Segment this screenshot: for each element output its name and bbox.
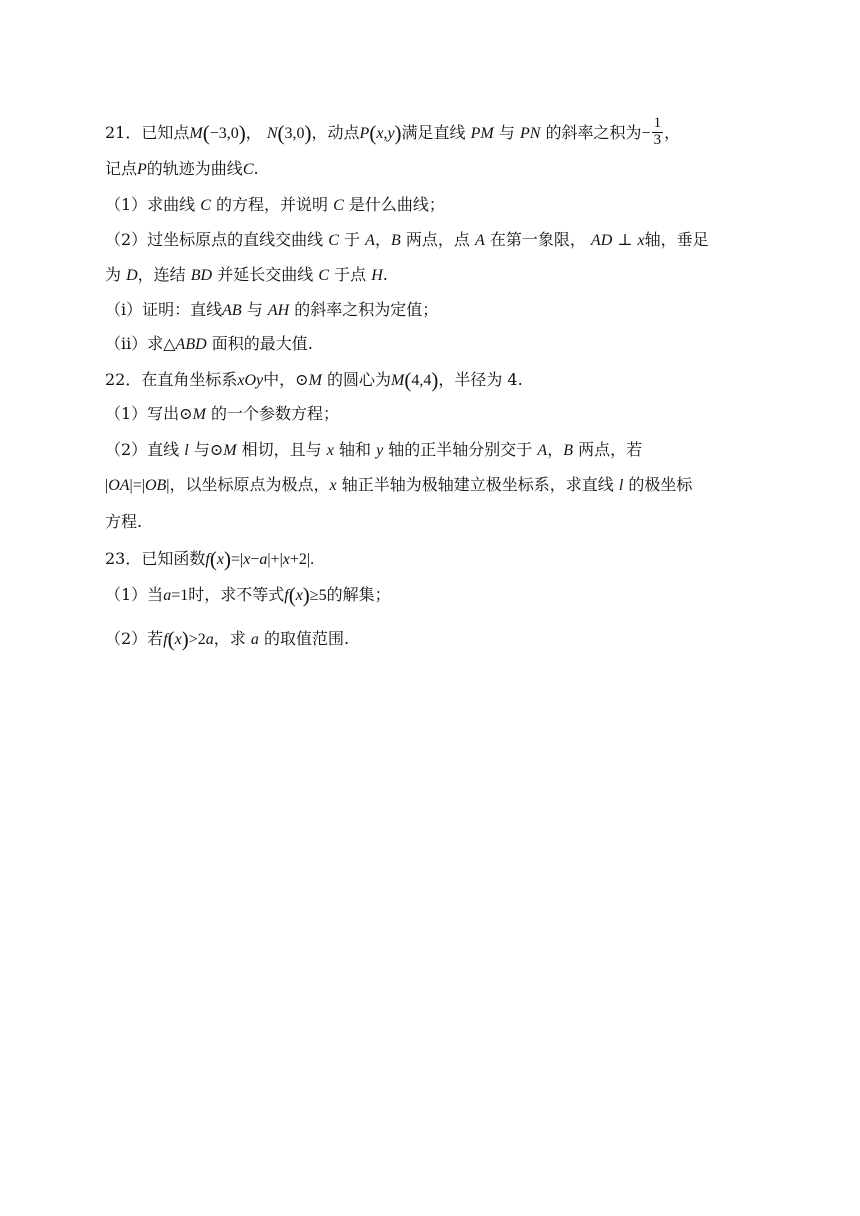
q22-part2-text: 两点，若 [578,440,643,459]
q23-part-1 [105,585,391,606]
paren-open: ( [209,547,217,571]
q21-part1-text: 是什么曲线； [348,195,445,214]
paren-close: ) [238,120,246,145]
q21-part-1 [105,197,445,214]
q21-part1-text: （1）求曲线 [105,195,196,214]
math-y: y [387,124,395,142]
q21-part2-text: ，连结 [137,265,186,284]
math-H: H [371,267,383,284]
q23-part1-text: 的解集； [326,585,391,604]
q23-part2-text: 的取值范围. [263,629,350,648]
math-5: 5 [318,587,327,604]
q22-part-2-line-2 [105,477,692,494]
q21-part2-text: ， [374,230,391,249]
q21-part-2-i [105,302,438,319]
abs-bar: | [166,477,170,494]
q21-text: 的轨迹为曲线 [146,159,243,178]
q21-text: 记点 [105,159,138,178]
q21-text: ， [664,122,681,142]
abs-bar: | [279,551,283,568]
paren-open: ( [202,120,210,145]
math-M: M [308,372,322,389]
q22-part2-text: 的极坐标 [628,475,693,494]
paren-close: ) [431,368,439,392]
q21-i-text: 的斜率之积为定值； [294,300,439,319]
coord-M: −3,0 [209,124,239,142]
math-a: a [163,587,172,604]
q22-part2-text: ， [547,440,564,459]
q21-part1-text: 的方程，并说明 [216,195,329,214]
minus-sign: − [250,551,260,568]
math-A: A [537,442,548,459]
math-C: C [328,232,339,249]
math-x: x [329,477,337,494]
q23-part1-text: （1）当 [105,585,164,604]
q23-part2-text: （2）若 [105,629,164,648]
q22-part1-text: 的一个参数方程； [211,404,340,423]
q22-text: 的圆心为 [327,370,392,389]
math-PN: PN [519,124,541,142]
abs-bar: | [267,551,271,568]
q22-part-2-line-1 [105,442,642,459]
q22-number: 22． [105,370,142,389]
math-f: f [205,551,210,568]
q21-text: ， [245,122,262,142]
ge-sign: ≥ [309,587,319,604]
paren-open: ( [277,120,285,145]
q21-part2-text: 于点 [334,265,367,284]
equals-sign: = [230,551,240,568]
q21-ii-text: （ii）求△ [105,334,176,353]
q21-text: . [253,159,259,178]
q22-part1-text: （1）写出⊙ [105,404,193,423]
plus-sign: + [270,551,280,568]
equals-sign: = [132,477,142,494]
q21-text: 的斜率之积为 [545,122,642,142]
math-OB: OB [144,477,167,494]
q21-part2-text: . [382,265,388,284]
math-l: l [184,442,189,459]
math-x: x [376,124,384,142]
math-B: B [563,442,573,459]
math-BD: BD [190,267,213,284]
q21-text: ，动点 [311,122,360,142]
q22-part2-text: 与⊙ [193,440,224,459]
math-C: C [318,267,329,284]
math-x: x [174,631,182,648]
q21-text: 已知点 [141,122,190,142]
q22-stem [105,370,523,391]
q23-part2-text: ，求 [213,629,246,648]
perpendicular-symbol: ⊥ [617,232,633,249]
math-C: C [200,197,211,214]
q23-part1-text: 时，求不等式 [188,585,285,604]
paren-open: ( [369,120,377,145]
math-ABD: ABD [175,336,207,353]
q21-number: 21． [105,122,142,142]
q21-part-2-line-1 [105,232,709,249]
abs-bar: | [105,477,109,494]
abs-bar: | [141,477,145,494]
q22-part2-text: 轴正半轴为极轴建立极坐标系，求直线 [341,475,614,494]
q23-part-2 [105,629,349,650]
math-OA: OA [108,477,130,494]
fraction-denominator: 3 [653,131,662,148]
paren-open: ( [404,368,412,392]
fraction [652,116,664,149]
q21-part-2-line-2 [105,267,388,284]
math-x: x [637,232,645,249]
q22-part2-text: 方程. [105,512,143,531]
q21-part2-text: 并延长交曲线 [217,265,314,284]
abs-bar: | [239,551,244,568]
paren-open: ( [288,583,296,607]
math-M: M [391,372,405,389]
math-a: a [259,551,268,568]
q21-part-2-ii [105,336,313,353]
comma: , [383,124,388,142]
math-2: 2 [197,631,206,648]
q21-part2-text: 为 [105,265,122,284]
q23-text: 已知函数 [141,549,206,568]
math-A: A [474,232,485,249]
math-x: x [326,442,334,459]
q22-text: 在直角坐标系 [141,370,238,389]
q21-i-text: （i）证明：直线 [105,300,223,319]
math-M: M [189,124,203,142]
math-C: C [242,161,254,178]
q21-part2-text: （2）过坐标原点的直线交曲线 [105,230,324,249]
q21-part2-text: 两点，点 [405,230,470,249]
gt-sign: > [188,631,198,648]
plus-sign: + [289,551,299,568]
q21-ii-text: 面积的最大值. [211,334,313,353]
math-xOy: xOy [237,372,264,389]
math-AH: AH [267,302,290,319]
math-M: M [223,442,237,459]
math-f: f [284,587,289,604]
paren-close: ) [181,627,189,651]
q23-text: . [310,551,315,568]
q22-part-1 [105,406,339,423]
q21-stem-line-2 [105,161,259,178]
q22-part2-text: 轴和 [338,440,371,459]
math-N: N [266,124,278,142]
math-l: l [618,477,624,494]
paren-close: ) [302,583,310,607]
math-M: M [192,406,206,423]
fraction-numerator: 1 [653,115,662,131]
minus-sign: − [641,124,651,142]
q22-text: ，半径为 4. [438,370,523,389]
math-AD: AD [590,232,613,249]
q21-i-text: 与 [246,300,263,319]
q21-part2-text: 轴，垂足 [644,230,709,249]
equals-one: =1 [171,587,189,604]
paren-close: ) [304,120,312,145]
q22-part2-text: 轴的正半轴分别交于 [388,440,533,459]
q23-stem [105,549,314,570]
abs-bar: | [306,551,311,568]
abs-bar: | [129,477,133,494]
q22-part2-text: （2）直线 [105,440,180,459]
q23-number: 23． [105,549,142,568]
paren-close: ) [394,120,402,145]
math-2: 2 [298,551,307,568]
q22-part-2-line-3 [105,514,142,530]
math-a: a [205,631,214,648]
math-f: f [163,631,168,648]
math-x: x [282,551,290,568]
math-A: A [365,232,375,249]
math-P: P [137,161,147,178]
math-x: x [216,551,224,568]
coord-M: 4,4 [411,372,432,389]
math-P: P [359,124,370,142]
q21-part2-text: 于 [344,230,361,249]
math-B: B [390,232,401,249]
math-a: a [250,631,259,648]
math-D: D [126,267,138,284]
paren-close: ) [223,547,231,571]
q22-part2-text: ，以坐标原点为极点， [169,475,330,494]
q22-part2-text: 相切，且与 [241,440,322,459]
paren-open: ( [167,627,175,651]
q21-text: 与 [498,122,515,142]
q22-text: 中，⊙ [263,370,309,389]
q21-part2-text: 在第一象限， [489,230,586,249]
math-x: x [295,587,303,604]
math-AB: AB [222,302,242,319]
math-PM: PM [470,124,494,142]
q21-text: 满足直线 [401,122,466,142]
math-x: x [243,551,251,568]
q21-stem-line-1 [105,117,680,150]
math-C: C [333,197,344,214]
coord-N: 3,0 [284,124,305,142]
math-y: y [376,442,384,459]
